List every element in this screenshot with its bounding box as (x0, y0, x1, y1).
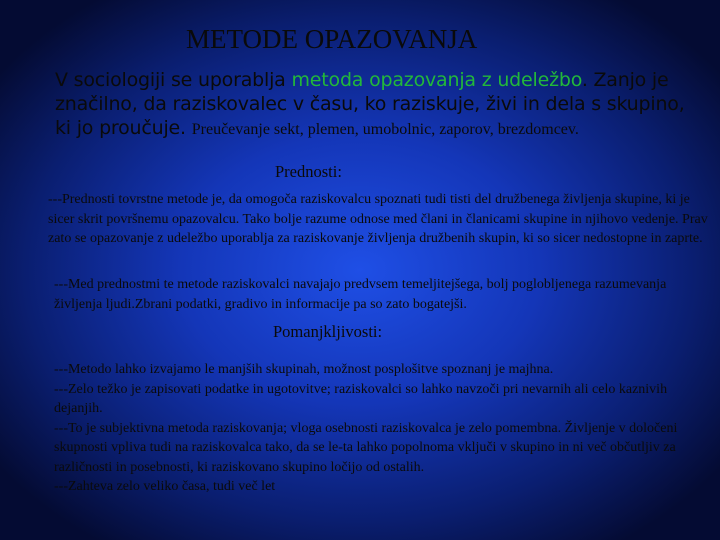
disadvantage-item: ---Metodo lahko izvajamo le manjših skupinah, možnost posplošitve spoznanj je majhna. (54, 362, 554, 377)
intro-paragraph (55, 68, 705, 142)
intro-prefix: V sociologiji se uporablja (55, 69, 292, 91)
disadvantage-item: ---Zelo težko je zapisovati podatke in ugotovitve; raziskovalci so lahko navzoči pri nevarnih ali celo kaznivih dejanjih. (54, 381, 668, 416)
disadvantages-heading: Pomanjkljivosti: (273, 322, 383, 341)
intro-suffix: . Zanjo je značilno, da raziskovalec v času, ko raziskuje, živi in dela s skupino, ki jo proučuje. (55, 69, 685, 139)
disadvantages-list (54, 360, 699, 497)
advantages-heading: Prednosti: (275, 162, 342, 181)
intro-examples: Preučevanje sekt, plemen, umobolnic, zaporov, brezdomcev. (191, 121, 579, 138)
advantages-paragraph-2: ---Med prednostmi te metode raziskovalci navajajo predvsem temeljitejšega, bolj poglobljenega razumevanja življenja ljudi.Zbrani podatki, gradivo in informacije pa so zato bogatejši. (54, 277, 667, 312)
disadvantage-item: ---To je subjektivna metoda raziskovanja; vloga osebnosti raziskovalca je zelo pomembna. Življenje v določeni skupnosti vpliva tudi na raziskovalca tako, da se le-ta lahko popolnoma vključi v skupino in ni več občutljiv za različnosti in posebnosti, ki raziskovano skupino ločijo od ostalih. (54, 420, 678, 475)
disadvantage-item: ---Zahteva zelo veliko časa, tudi več let (54, 479, 276, 494)
advantages-paragraph-1: ---Prednosti tovrstne metode je, da omogoča raziskovalcu spoznati tudi tisti del družbenega življenja skupine, ki je sicer skrit površnemu opazovalcu. Tako bolje razume odnose med člani in članicami skupine in njihovo vedenje. Prav zato se opazovanje z udeležbo uporablja za raziskovanje življenja družbenih skupin, ki so sicer nedostopne in zaprte. (48, 192, 708, 246)
intro-highlight: metoda opazovanja z udeležbo (291, 69, 582, 91)
slide-title: METODE OPAZOVANJA (186, 24, 478, 54)
